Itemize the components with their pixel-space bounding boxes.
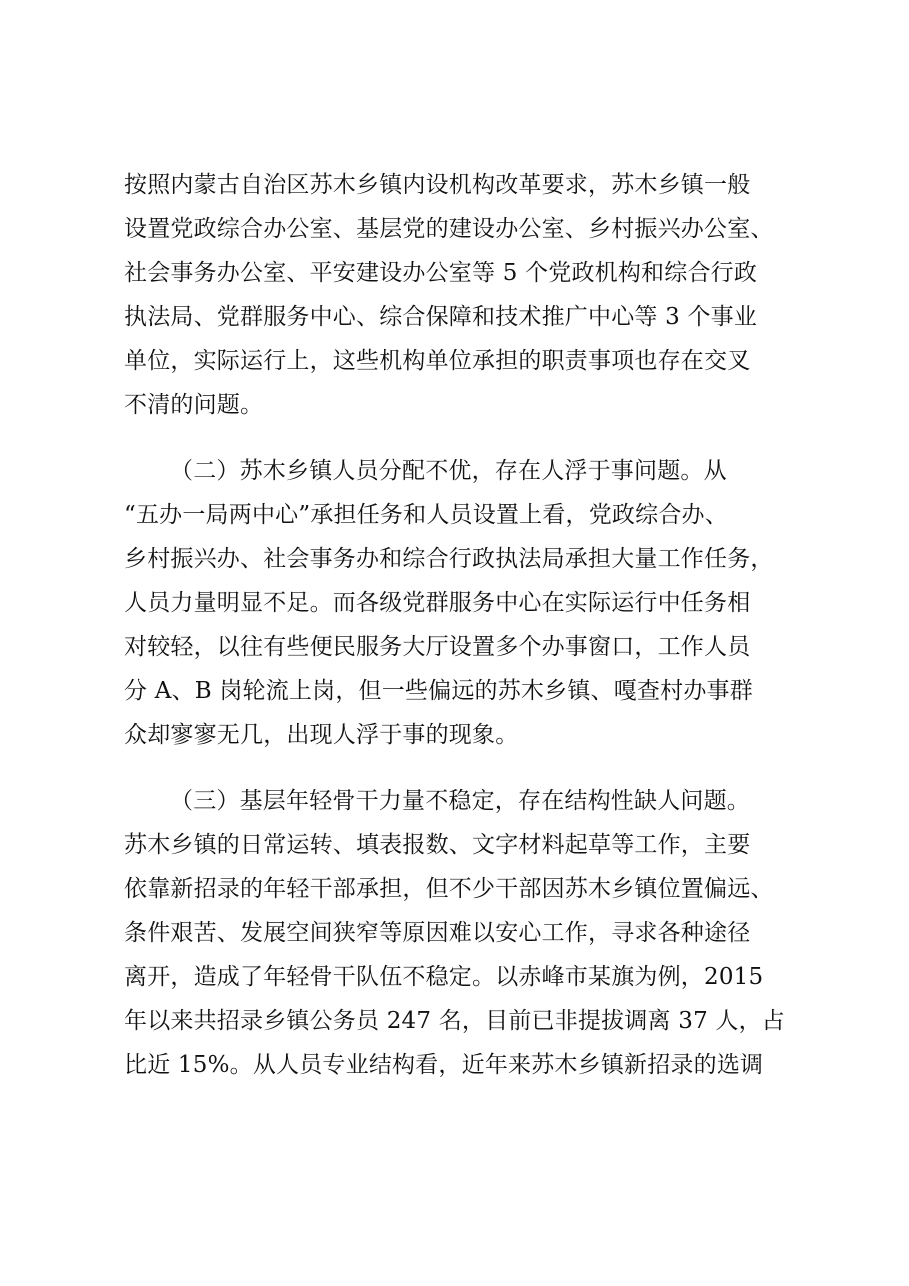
text-line-6: 不清的问题。	[124, 392, 264, 418]
text-line-18: 离开，造成了年轻骨干队伍不稳定。以赤峰市某旗为例，2015	[124, 964, 764, 990]
text-line-9: 乡村振兴办、社会事务办和综合行政执法局承担大量工作任务，	[124, 546, 774, 572]
text-line-3: 社会事务办公室、平安建设办公室等 5 个党政机构和综合行政	[124, 260, 758, 286]
section-2-heading-line: （二）苏木乡镇人员分配不优，存在人浮于事问题。从	[170, 458, 727, 484]
text-line-13: 众却寥寥无几，出现人浮于事的现象。	[124, 722, 519, 748]
text-line-15: 苏木乡镇的日常运转、填表报数、文字材料起草等工作，主要	[124, 832, 751, 858]
text-line-8: “五办一局两中心”承担任务和人员设置上看，党政综合办、	[124, 502, 728, 528]
text-line-17: 条件艰苦、发展空间狭窄等原因难以安心工作，寻求各种途径	[124, 920, 751, 946]
text-line-11: 对较轻，以往有些便民服务大厅设置多个办事窗口，工作人员	[124, 634, 751, 660]
text-line-20: 比近 15%。从人员专业结构看，近年来苏木乡镇新招录的选调	[124, 1052, 764, 1078]
section-3-heading-line: （三）基层年轻骨干力量不稳定，存在结构性缺人问题。	[170, 788, 750, 814]
text-line-2: 设置党政综合办公室、基层党的建设办公室、乡村振兴办公室、	[124, 216, 774, 242]
text-line-4: 执法局、党群服务中心、综合保障和技术推广中心等 3 个事业	[124, 304, 758, 330]
text-line-19: 年以来共招录乡镇公务员 247 名，目前已非提拔调离 37 人，占	[124, 1008, 786, 1034]
text-line-5: 单位，实际运行上，这些机构单位承担的职责事项也存在交叉	[124, 348, 751, 374]
text-line-12: 分 A、B 岗轮流上岗，但一些偏远的苏木乡镇、嘎查村办事群	[124, 678, 753, 704]
text-line-1: 按照内蒙古自治区苏木乡镇内设机构改革要求，苏木乡镇一般	[124, 172, 751, 198]
text-line-16: 依靠新招录的年轻干部承担，但不少干部因苏木乡镇位置偏远、	[124, 876, 774, 902]
text-line-10: 人员力量明显不足。而各级党群服务中心在实际运行中任务相	[124, 590, 751, 616]
